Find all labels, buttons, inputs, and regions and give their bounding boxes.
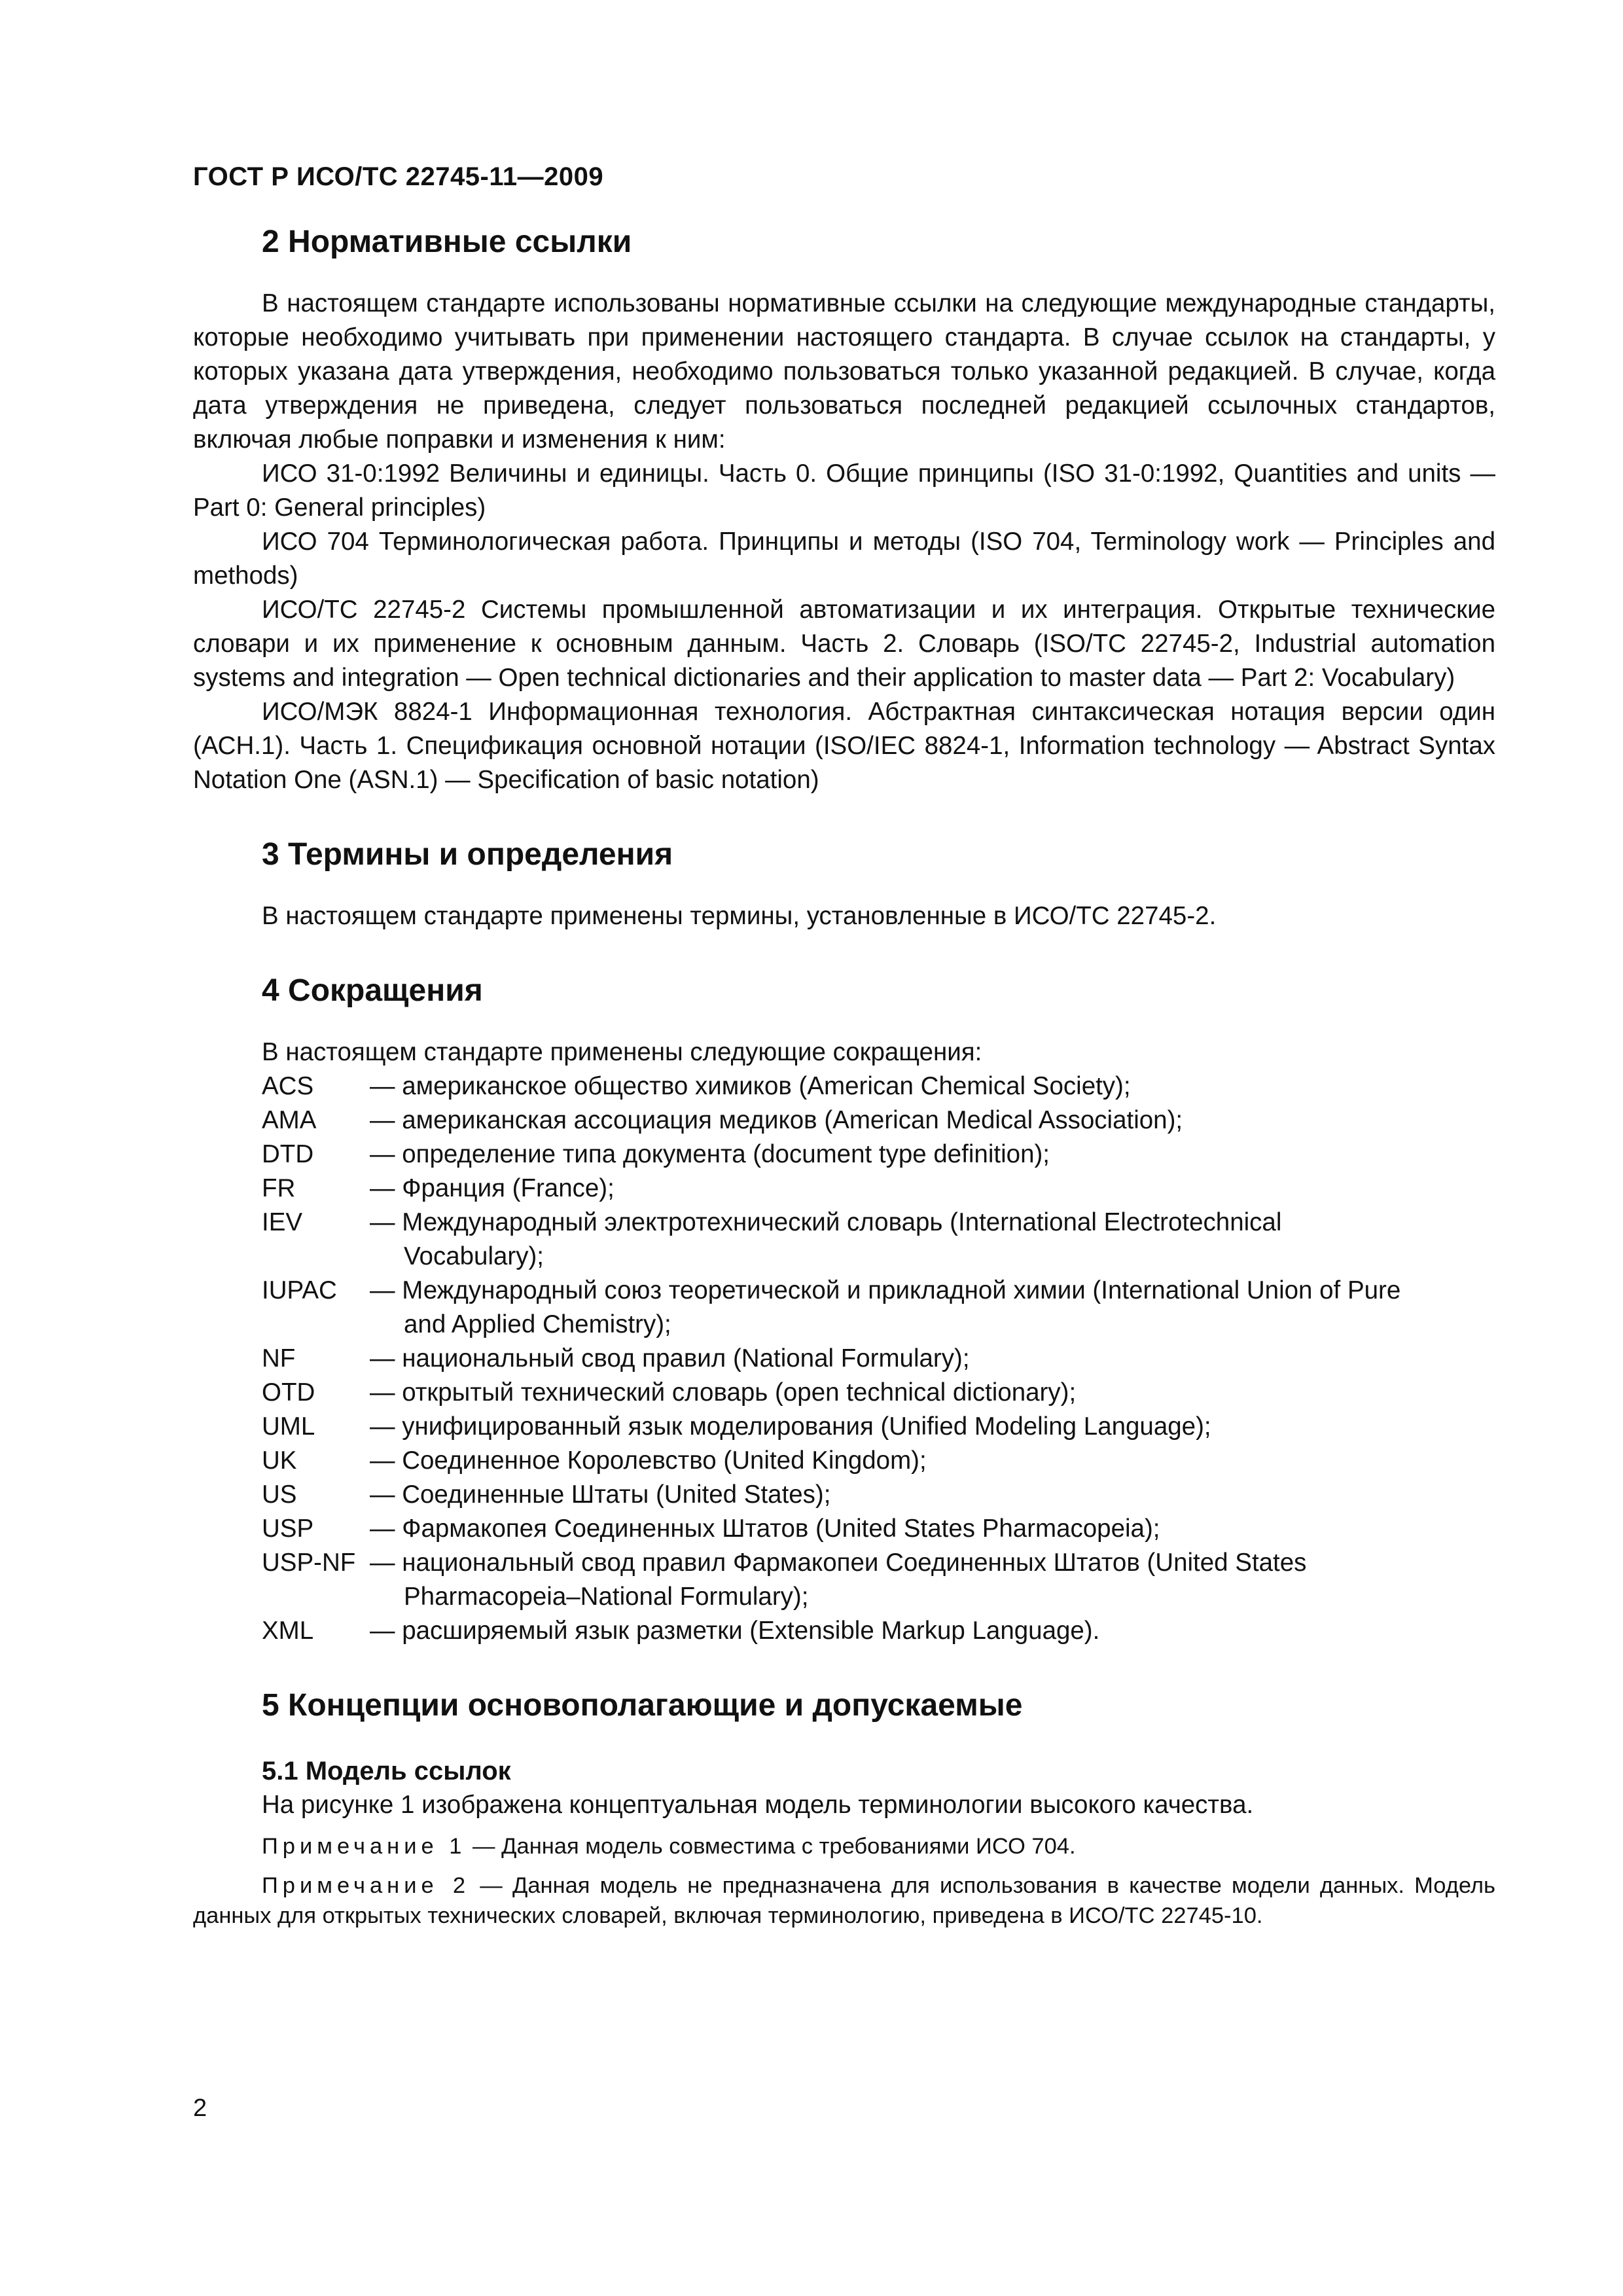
note-1-label: Примечание 1 bbox=[262, 1834, 467, 1859]
list-item bbox=[262, 1138, 1495, 1172]
list-item bbox=[262, 1274, 1495, 1342]
abbreviation-definition: — Международный электротехнический словарь (International Electrotechnical Vocabulary); bbox=[370, 1208, 1282, 1270]
abbreviation: ACS bbox=[262, 1072, 314, 1100]
section-4-intro: В настоящем стандарте применены следующие сокращения: bbox=[262, 1038, 982, 1066]
document-body bbox=[193, 223, 1495, 1931]
abbreviation-definition: — Соединенные Штаты (United States); bbox=[370, 1480, 831, 1509]
abbreviation-definition: — расширяемый язык разметки (Extensible Markup Language). bbox=[370, 1617, 1100, 1645]
section-5-heading: 5 Концепции основополагающие и допускаемые bbox=[262, 1688, 1023, 1723]
list-item bbox=[262, 1478, 1495, 1512]
note-2-label: Примечание 2 bbox=[262, 1873, 471, 1898]
abbreviation: IUPAC bbox=[262, 1276, 337, 1304]
list-item bbox=[262, 1512, 1495, 1546]
abbreviation: NF bbox=[262, 1344, 296, 1372]
section-2-intro: В настоящем стандарте использованы нормативные ссылки на следующие международные стандарты, которые необходимо учитывать при применении настоящего стандарта. В случае ссылок на стандарты, у которых указана дата утверждения, необходимо пользоваться только указанной редакцией. В случае, когда дата утверждения не приведена, следует пользоваться последней редакцией ссылочных стандартов, включая любые поправки и изменения к ним: bbox=[193, 289, 1495, 454]
list-item bbox=[262, 1206, 1495, 1274]
list-item bbox=[262, 1376, 1495, 1410]
page-number: 2 bbox=[193, 2094, 207, 2122]
abbreviation-definition: — унифицированный язык моделирования (Unified Modeling Language); bbox=[370, 1412, 1211, 1441]
abbreviation-definition: — открытый технический словарь (open technical dictionary); bbox=[370, 1378, 1077, 1407]
reference-item: ИСО/МЭК 8824-1 Информационная технология. Абстрактная синтаксическая нотация версии один (АСН.1). Часть 1. Спецификация основной нотации (ISO/IEC 8824-1, Information technology — Abstract Syntax Notation One (ASN.1) — Specification of basic notation) bbox=[193, 698, 1495, 794]
abbreviation-definition: — Франция (France); bbox=[370, 1174, 615, 1202]
abbreviation-definition: — определение типа документа (document type definition); bbox=[370, 1140, 1050, 1168]
note-1-text: — Данная модель совместима с требованиями ИСО 704. bbox=[466, 1834, 1076, 1859]
abbreviation-list bbox=[193, 1069, 1495, 1648]
abbreviation: DTD bbox=[262, 1140, 314, 1168]
abbreviation-definition: — американская ассоциация медиков (American Medical Association); bbox=[370, 1106, 1183, 1134]
abbreviation: US bbox=[262, 1480, 297, 1509]
abbreviation: FR bbox=[262, 1174, 296, 1202]
list-item bbox=[262, 1546, 1495, 1614]
note-2 bbox=[193, 1871, 1495, 1931]
abbreviation: OTD bbox=[262, 1378, 315, 1407]
abbreviation: XML bbox=[262, 1617, 314, 1645]
abbreviation-definition: — национальный свод правил Фармакопеи Соединенных Штатов (United States Pharmacopeia–National Formulary); bbox=[370, 1549, 1307, 1611]
abbreviation-definition: — Соединенное Королевство (United Kingdom); bbox=[370, 1446, 927, 1475]
abbreviation-definition: — Международный союз теоретической и прикладной химии (International Union of Pure and Applied Chemistry); bbox=[370, 1276, 1401, 1338]
abbreviation-definition: — Фармакопея Соединенных Штатов (United States Pharmacopeia); bbox=[370, 1515, 1160, 1543]
note-1 bbox=[193, 1831, 1495, 1861]
subsection-5-1-text: На рисунке 1 изображена концептуальная модель терминологии высокого качества. bbox=[262, 1791, 1254, 1819]
abbreviation: UK bbox=[262, 1446, 297, 1475]
abbreviation: USP bbox=[262, 1515, 314, 1543]
abbreviation: UML bbox=[262, 1412, 315, 1441]
list-item bbox=[262, 1172, 1495, 1206]
list-item bbox=[262, 1614, 1495, 1648]
document-code: ГОСТ Р ИСО/ТС 22745-11—2009 bbox=[193, 162, 604, 191]
section-4-heading: 4 Сокращения bbox=[262, 973, 483, 1008]
reference-item: ИСО 31-0:1992 Величины и единицы. Часть 0. Общие принципы (ISO 31-0:1992, Quantities and units — Part 0: General principles) bbox=[193, 459, 1495, 522]
list-item bbox=[262, 1103, 1495, 1138]
list-item bbox=[262, 1444, 1495, 1478]
list-item bbox=[262, 1342, 1495, 1376]
list-item bbox=[262, 1069, 1495, 1103]
reference-item: ИСО 704 Терминологическая работа. Принципы и методы (ISO 704, Terminology work — Principles and methods) bbox=[193, 528, 1495, 590]
abbreviation-definition: — американское общество химиков (American Chemical Society); bbox=[370, 1072, 1131, 1100]
section-2-heading: 2 Нормативные ссылки bbox=[262, 224, 632, 259]
abbreviation: IEV bbox=[262, 1208, 303, 1236]
abbreviation: USP-NF bbox=[262, 1549, 356, 1577]
abbreviation: AMA bbox=[262, 1106, 317, 1134]
list-item bbox=[262, 1410, 1495, 1444]
note-2-text: — Данная модель не предназначена для использования в качестве модели данных. Модель данных для открытых технических словарей, включая терминологию, приведена в ИСО/ТС 22745-10. bbox=[193, 1873, 1495, 1928]
subsection-5-1-heading: 5.1 Модель ссылок bbox=[262, 1757, 511, 1785]
abbreviation-definition: — национальный свод правил (National Formulary); bbox=[370, 1344, 970, 1372]
section-3-heading: 3 Термины и определения bbox=[262, 837, 673, 872]
section-3-text: В настоящем стандарте применены термины, установленные в ИСО/ТС 22745-2. bbox=[262, 902, 1217, 930]
reference-item: ИСО/ТС 22745-2 Системы промышленной автоматизации и их интеграция. Открытые технические словари и их применение к основным данным. Часть 2. Словарь (ISO/TC 22745-2, Industrial automation systems and integration — Open technical dictionaries and their application to master data — Part 2: Vocabulary) bbox=[193, 596, 1495, 692]
